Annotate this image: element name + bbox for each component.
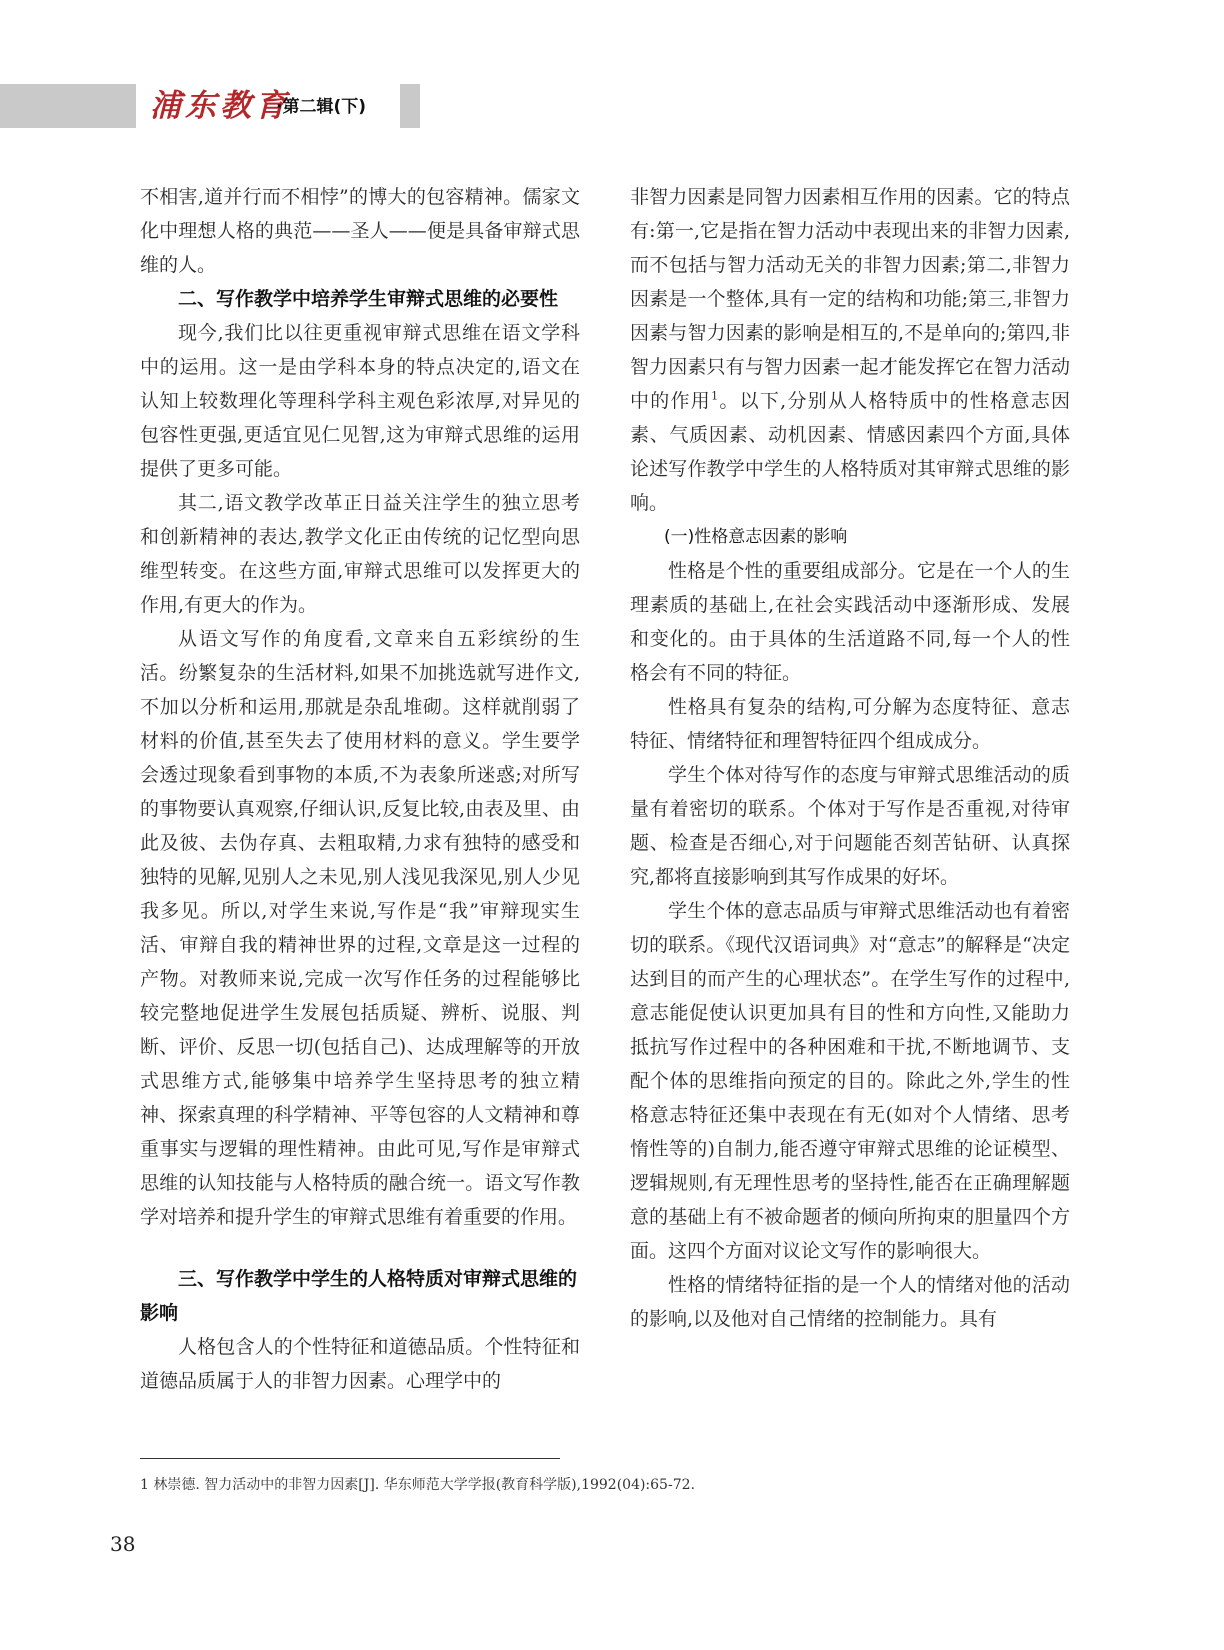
journal-header — [0, 84, 420, 128]
subsection-heading: (一)性格意志因素的影响 — [664, 527, 848, 547]
paragraph: 从语文写作的角度看,文章来自五彩缤纷的生活。纷繁复杂的生活材料,如果不加挑选就写进作文,不加以分析和运用,那就是杂乱堆砌。这样就削弱了材料的价值,甚至失去了使用材料的意义。学生要学会透过现象看到事物的本质,不为表象所迷惑;对所写的事物要认真观察,仔细认识,反复比较,由表及里、由此及彼、去伪存真、去粗取精,力求有独特的感受和独特的见解,见别人之未见,别人浅见我深见,别人少见我多见。所以,对学生来说,写作是“我”审辩现实生活、审辩自我的精神世界的过程,文章是这一过程的产物。对教师来说,完成一次写作任务的过程能够比较完整地促进学生发展包括质疑、辨析、说服、判断、评价、反思一切(包括自己)、达成理解等的开放式思维方式,能够集中培养学生坚持思考的独立精神、探索真理的科学精神、平等包容的人文精神和尊重事实与逻辑的理性精神。由此可见,写作是审辩式思维的认知技能与人格特质的融合统一。语文写作教学对培养和提升学生的审辩式思维有着重要的作用。 — [140, 628, 580, 1228]
paragraph: 其二,语文教学改革正日益关注学生的独立思考和创新精神的表达,教学文化正由传统的记忆型向思维型转变。在这些方面,审辩式思维可以发挥更大的作用,有更大的作为。 — [140, 492, 580, 616]
section-heading: 三、写作教学中学生的人格特质对审辩式思维的影响 — [140, 1268, 578, 1324]
paragraph-text: 非智力因素是同智力因素相互作用的因素。它的特点有:第一,它是指在智力活动中表现出来的非智力因素,而不包括与智力活动无关的非智力因素;第二,非智力因素是一个整体,具有一定的结构和功能;第三,非智力因素与智力因素的影响是相互的,不是单向的;第四,非智力因素只有与智力因素一起才能发挥它在智力活动中的作用 — [630, 186, 1070, 412]
left-column — [140, 180, 580, 1398]
paragraph: 性格的情绪特征指的是一个人的情绪对他的活动的影响,以及他对自己情绪的控制能力。具有 — [630, 1274, 1070, 1330]
paragraph: 不相害,道并行而不相悖”的博大的包容精神。儒家文化中理想人格的典范——圣人——便是具备审辩式思维的人。 — [140, 186, 580, 276]
paragraph — [630, 180, 1070, 520]
paragraph: 性格具有复杂的结构,可分解为态度特征、意志特征、情绪特征和理智特征四个组成成分。 — [630, 696, 1070, 752]
right-column — [630, 180, 1070, 1336]
journal-title: 浦东教育 — [150, 88, 290, 124]
paragraph-text: 。以下,分别从人格特质中的性格意志因素、气质因素、动机因素、情感因素四个方面,具体论述写作教学中学生的人格特质对其审辩式思维的影响。 — [630, 390, 1070, 514]
issue-label: ·第二辑(下) — [276, 97, 366, 117]
footnote-divider — [140, 1458, 560, 1459]
paragraph: 现今,我们比以往更重视审辩式思维在语文学科中的运用。这一是由学科本身的特点决定的,语文在认知上较数理化等理科学科主观色彩浓厚,对异见的包容性更强,更适宜见仁见智,这为审辩式思维的运用提供了更多可能。 — [140, 322, 580, 480]
footnote: 1 林崇德. 智力活动中的非智力因素[J]. 华东师范大学学报(教育科学版),1992(04):65-72. — [140, 1477, 695, 1493]
paragraph: 学生个体对待写作的态度与审辩式思维活动的质量有着密切的联系。个体对于写作是否重视,对待审题、检查是否细心,对于问题能否刻苦钻研、认真探究,都将直接影响到其写作成果的好坏。 — [630, 764, 1070, 888]
paragraph: 学生个体的意志品质与审辩式思维活动也有着密切的联系。《现代汉语词典》对“意志”的解释是“决定达到目的而产生的心理状态”。在学生写作的过程中,意志能促使认识更加具有目的性和方向性,又能助力抵抗写作过程中的各种困难和干扰,不断地调节、支配个体的思维指向预定的目的。除此之外,学生的性格意志特征还集中表现在有无(如对个人情绪、思考惰性等的)自制力,能否遵守审辩式思维的论证模型、逻辑规则,有无理性思考的坚持性,能否在正确理解题意的基础上有不被命题者的倾向所拘束的胆量四个方面。这四个方面对议论文写作的影响很大。 — [630, 900, 1070, 1262]
page-number: 38 — [110, 1532, 136, 1556]
header-end-bar — [400, 84, 420, 128]
header-gray-block — [0, 84, 136, 128]
paragraph: 人格包含人的个性特征和道德品质。个性特征和道德品质属于人的非智力因素。心理学中的 — [140, 1336, 580, 1392]
footnote-marker: 1 — [711, 389, 719, 403]
paragraph: 性格是个性的重要组成部分。它是在一个人的生理素质的基础上,在社会实践活动中逐渐形成、发展和变化的。由于具体的生活道路不同,每一个人的性格会有不同的特征。 — [630, 560, 1070, 684]
section-heading: 二、写作教学中培养学生审辩式思维的必要性 — [178, 288, 559, 310]
